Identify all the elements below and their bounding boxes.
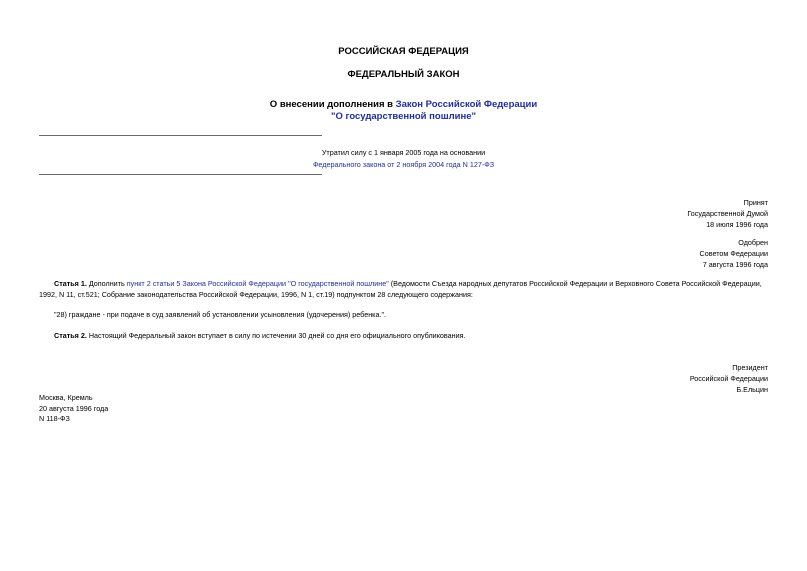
status-note: [0, 147, 807, 171]
adoption-accepted: [687, 197, 768, 230]
title-prefix: О внесении дополнения в: [269, 99, 393, 110]
approved-line: Одобрен: [738, 238, 768, 247]
status-note-link[interactable]: Федерального закона от 2 ноября 2004 года N 127-ФЗ: [312, 160, 495, 169]
approved-line: Советом Федерации: [699, 249, 768, 258]
signature-line: Б.Ельцин: [736, 385, 768, 394]
doc-type-heading: ФЕДЕРАЛЬНЫЙ ЗАКОН: [347, 69, 460, 80]
adoption-approved: [700, 237, 768, 270]
signature-line: Российской Федерации: [689, 374, 768, 383]
article-2-text: Настоящий Федеральный закон вступает в силу по истечении 30 дней со дня его официального опубликования.: [86, 331, 466, 340]
article-2-label: Статья 2.: [54, 331, 87, 340]
article-1: [39, 278, 770, 300]
approved-line: 7 августа 1996 года: [702, 260, 768, 269]
title-link-law[interactable]: Закон Российской Федерации: [395, 99, 538, 110]
article-1-label: Статья 1.: [54, 279, 87, 288]
article-2: [39, 330, 770, 341]
divider-bottom: [39, 174, 322, 175]
accepted-line: Государственной Думой: [687, 209, 768, 218]
signature-block: [690, 362, 768, 395]
article-1-quote: "28) граждане - при подаче в суд заявлений об установлении усыновления (удочерения) ребенка.".: [54, 310, 387, 319]
divider-top: [39, 135, 322, 136]
date-line: 20 августа 1996 года: [39, 403, 109, 413]
place-line: Москва, Кремль: [39, 393, 93, 402]
law-number-line: N 118-ФЗ: [39, 414, 70, 423]
accepted-line: 18 июля 1996 года: [706, 220, 768, 229]
article-1-link[interactable]: пункт 2 статьи 5 Закона Российской Федерации "О государственной пошлине": [126, 279, 389, 288]
law-title: [0, 99, 807, 123]
title-link-law-name[interactable]: "О государственной пошлине": [330, 111, 477, 122]
article-1-text-after: (Ведомости Съезда народных депутатов Российской Федерации и Верховного Совета Российской Федерации, 1992, N 11, ст.521; Собрание законодательства Российской Федерации, 1996, N 1, ст.19) подпунктом 28 следующего содержания:: [39, 279, 762, 299]
country-heading: РОССИЙСКАЯ ФЕДЕРАЦИЯ: [338, 46, 469, 57]
status-note-text: Утратил силу с 1 января 2005 года на основании: [321, 148, 486, 157]
article-1-text-before: Дополнить: [86, 279, 127, 288]
place-date-block: [39, 393, 108, 425]
accepted-line: Принят: [743, 198, 768, 207]
signature-line: Президент: [732, 363, 768, 372]
